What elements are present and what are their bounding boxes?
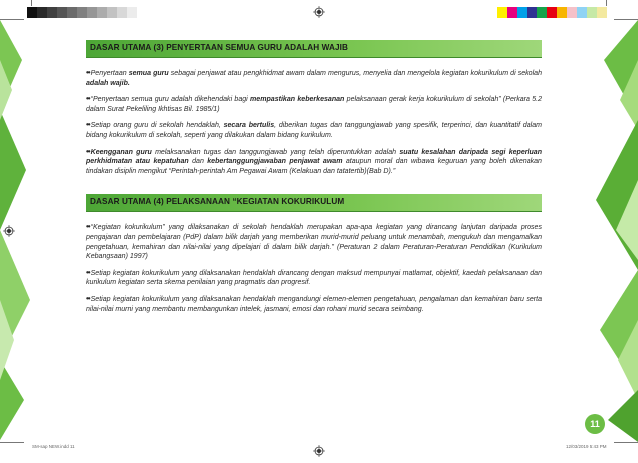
- body-text: Setiap kegiatan kokurikulum yang dilaksanakan hendaklah dirancang dengan maksud mempunyai matlamat, objektif, kaedah pelaksanaan dan kurikulum kegiatan serta skema penilaian yang pragmatis dan progresif.: [86, 269, 542, 287]
- color-swatch: [517, 7, 527, 18]
- color-swatch: [37, 7, 47, 18]
- section-heading: [86, 194, 542, 212]
- emphasis-text: kebertanggungjawaban penjawat awam: [207, 158, 343, 166]
- left-green-decoration: [0, 0, 32, 463]
- color-swatch: [87, 7, 97, 18]
- paragraph: [86, 120, 542, 140]
- emphasis-text: mempastikan keberkesanan: [250, 96, 345, 104]
- page-number: 11: [585, 414, 605, 434]
- paragraph: [86, 294, 542, 314]
- bullet-icon: ••: [86, 293, 90, 303]
- color-swatch: [117, 7, 127, 18]
- color-swatch: [547, 7, 557, 18]
- grayscale-color-bar: [27, 7, 137, 18]
- color-swatch: [67, 7, 77, 18]
- bullet-icon: ••: [86, 94, 90, 104]
- section-body: [86, 222, 542, 314]
- body-text: pelaksanaan gerak kerja kokurikulum di sekolah” (Perkara 5.2 dalam Surat Pekeliling Ikhtisas Bil. 1985/1): [86, 96, 543, 113]
- color-swatch: [507, 7, 517, 18]
- section-title: DASAR UTAMA (3) PENYERTAAN SEMUA GURU ADALAH WAJIB: [90, 43, 349, 52]
- paragraph: [86, 147, 542, 177]
- paragraph: [86, 268, 542, 288]
- color-swatch: [57, 7, 67, 18]
- color-swatch: [497, 7, 507, 18]
- color-swatch: [107, 7, 117, 18]
- registration-mark-bottom: [313, 445, 325, 457]
- color-swatch: [127, 7, 137, 18]
- paragraph: [86, 68, 542, 88]
- section-body: [86, 68, 542, 176]
- color-swatch: [557, 7, 567, 18]
- emphasis-text: semua guru: [128, 70, 169, 77]
- body-text: “Penyertaan semua guru adalah dikehendaki bagi: [90, 96, 251, 104]
- emphasis-text: adalah wajib.: [86, 79, 130, 87]
- body-text: “Kegiatan kokurikulum” yang dilaksanakan di sekolah hendaklah merupakan apa-apa kegiatan yang dirancang lanjutan daripada proses pengajaran dan pembelajaran (PdP) dalam bilik darjah yang memberikan murid-murid peluang untuk menambah, mengukuh dan mengamalkan pengetahuan, kemahiran dan nilai-nilai yang dipelajari di dalam bilik darjah.” (Peraturan 2 dalam Peraturan-Peraturan Pendidikan (Kurikulum Kebangsaan) 1997): [86, 224, 542, 261]
- emphasis-text: suatu kesalahan daripada segi keperluan perkhidmatan atau kepatuhan: [86, 148, 542, 166]
- color-swatch: [97, 7, 107, 18]
- bullet-icon: ••: [86, 222, 90, 232]
- emphasis-text: secara bertulis: [223, 122, 275, 130]
- section-heading: [86, 40, 542, 58]
- section-title: DASAR UTAMA (4) PELAKSANAAN “KEGIATAN KOKURIKULUM: [90, 197, 345, 207]
- bullet-icon: ••: [86, 267, 90, 277]
- main-content: [86, 40, 542, 320]
- body-text: sebagai penjawat atau pengkhidmat awam dalam mengurus, menyelia dan mengelola kegiatan kokurikulum di sekolah: [168, 70, 542, 77]
- body-text: Penyertaan: [90, 70, 129, 77]
- date-slug: 12/03/2019 5:43 PM: [566, 444, 607, 449]
- body-text: melaksanakan tugas dan tanggungjawab yang telah diperuntukkan adalah: [151, 148, 400, 156]
- file-slug: SM-sap NEW.indd 11: [32, 444, 75, 449]
- registration-mark-top: [313, 6, 325, 18]
- bullet-icon: ••: [86, 120, 90, 130]
- body-text: , diberikan tugas dan tanggungjawab yang spesifik, terperinci, dan kuantitatif dalam bidang kokurikulum di sekolah, seperti yang dilakukan dalam bidang kurikulum.: [86, 122, 542, 139]
- emphasis-text: Keengganan guru: [90, 148, 152, 156]
- color-swatch: [47, 7, 57, 18]
- paragraph: [86, 222, 542, 261]
- body-text: ataupun moral dan wibawa keguruan yang boleh dikenakan tindakan disiplin mengikut “Perintah-perintah Am Pegawai Awam (Kelakuan dan tatatertib)(Bab D).”: [86, 158, 542, 175]
- body-text: Setiap orang guru di sekolah hendaklah,: [90, 122, 224, 130]
- right-green-decoration: [590, 0, 638, 463]
- color-swatch: [537, 7, 547, 18]
- paragraph: [86, 94, 542, 114]
- color-swatch: [577, 7, 587, 18]
- color-swatch: [77, 7, 87, 18]
- body-text: Setiap kegiatan kokurikulum yang dilaksanakan hendaklah mengandungi elemen-elemen pengetahuan, pengalaman dan kemahiran baru serta nilai-nilai murni yang membantu membangunkan intelek, jasmani, emosi dan rohani murid secara seimbang.: [86, 295, 542, 313]
- color-swatch: [527, 7, 537, 18]
- body-text: dan: [188, 158, 208, 166]
- bullet-icon: ••: [86, 146, 90, 156]
- bullet-icon: ••: [86, 68, 90, 77]
- color-swatch: [567, 7, 577, 18]
